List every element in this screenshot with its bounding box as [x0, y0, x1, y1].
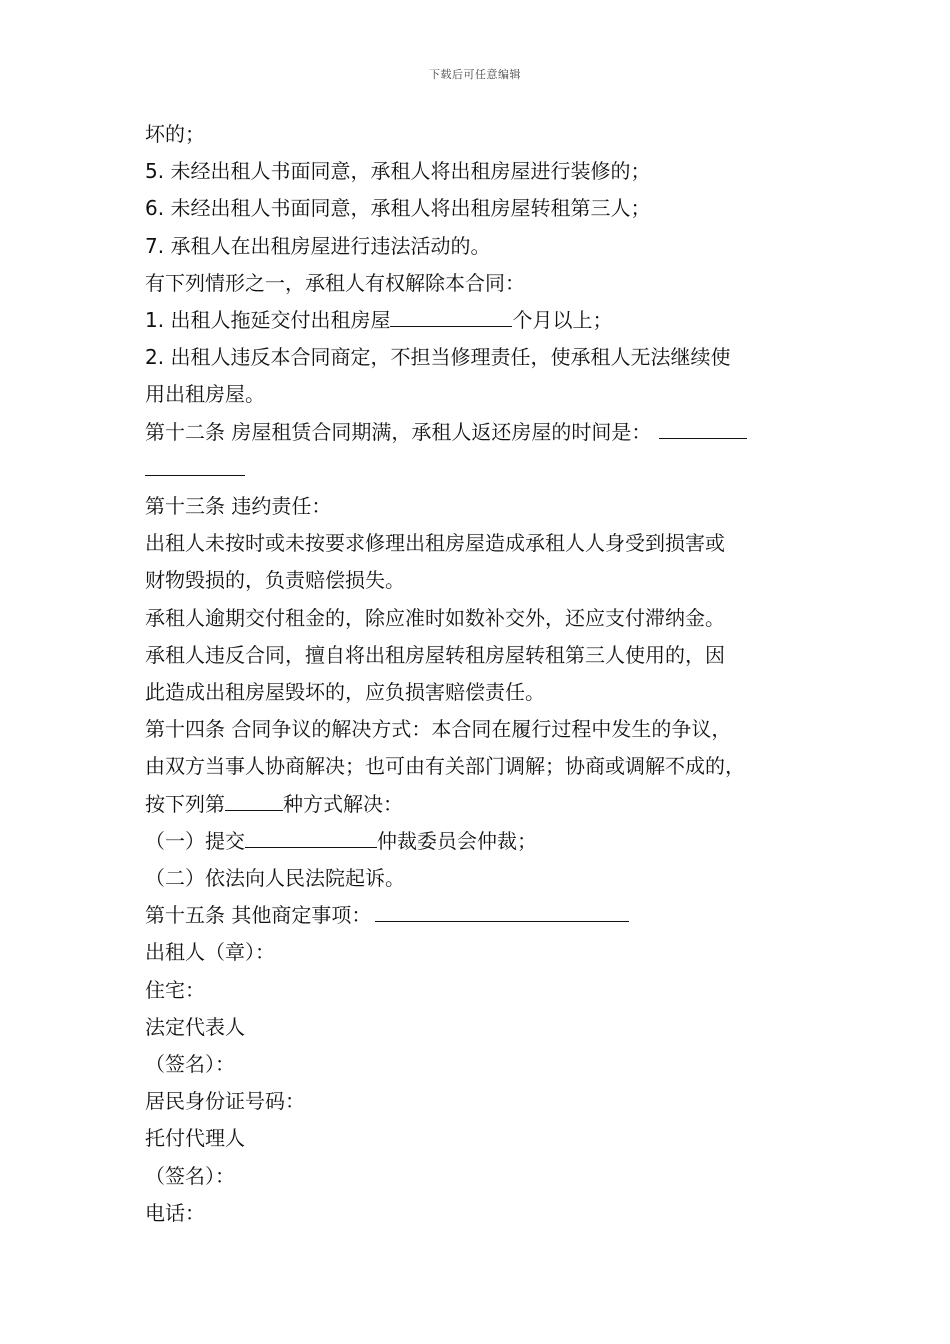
text-line: 5. 未经出租人书面同意，承租人将出租房屋进行装修的；	[145, 159, 651, 184]
text-line	[145, 823, 835, 860]
fill-blank	[245, 825, 377, 848]
text-line: 出租人未按时或未按要求修理出租房屋造成承租人人身受到损害或	[145, 531, 725, 556]
text-line: 出租人（章）：	[145, 940, 275, 965]
text-line: 住宅：	[145, 977, 205, 1002]
text-line: 2. 出租人违反本合同商定，不担当修理责任，使承租人无法继续使	[145, 345, 731, 370]
text-line	[145, 302, 835, 339]
text-line	[145, 414, 835, 451]
text-line: 电话：	[145, 1200, 205, 1225]
text-segment: 第十二条 房屋租赁合同期满，承租人返还房屋的时间是：	[145, 419, 652, 444]
text-line: （签名）：	[145, 1163, 235, 1188]
text-segment: 个月以上；	[512, 308, 613, 333]
fill-blank	[375, 899, 629, 922]
text-segment: 种方式解决：	[283, 791, 403, 816]
text-line: 法定代表人	[145, 1014, 245, 1039]
text-segment: 1. 出租人拖延交付出租房屋	[145, 308, 391, 333]
text-line: 第十四条 合同争议的解决方式：本合同在履行过程中发生的争议，	[145, 717, 732, 742]
text-line: 第十三条 违约责任：	[145, 494, 332, 519]
text-line: 托付代理人	[145, 1126, 245, 1151]
fill-blank	[145, 453, 245, 476]
page-header: 下载后可任意编辑	[429, 68, 521, 81]
text-line: 6. 未经出租人书面同意，承租人将出租房屋转租第三人；	[145, 196, 651, 221]
text-segment: 仲裁委员会仲裁；	[377, 828, 537, 853]
text-segment: 第十五条 其他商定事项：	[145, 903, 372, 928]
text-line: 用出租房屋。	[145, 382, 265, 407]
text-line: 此造成出租房屋毁坏的，应负损害赔偿责任。	[145, 680, 545, 705]
text-line	[145, 897, 835, 934]
text-line: 财物毁损的，负责赔偿损失。	[145, 568, 405, 593]
document-body	[145, 116, 835, 1232]
text-line: 坏的；	[145, 122, 205, 146]
fill-blank	[390, 304, 512, 327]
text-line: 居民身份证号码：	[145, 1089, 305, 1114]
text-line	[145, 451, 835, 488]
text-line: 7. 承租人在出租房屋进行违法活动的。	[145, 233, 491, 258]
text-segment: 按下列第	[145, 791, 225, 816]
fill-blank	[659, 416, 747, 439]
text-line: （二）依法向人民法院起诉。	[145, 866, 405, 891]
text-line: 承租人违反合同，擅自将出租房屋转租房屋转租第三人使用的，因	[145, 642, 725, 667]
text-line	[145, 786, 835, 823]
text-line: （签名）：	[145, 1052, 235, 1077]
text-segment: （一）提交	[145, 828, 245, 853]
text-line: 由双方当事人协商解决；也可由有关部门调解；协商或调解不成的，	[145, 754, 745, 779]
text-line: 有下列情形之一，承租人有权解除本合同：	[145, 270, 525, 295]
text-line: 承租人逾期交付租金的，除应准时如数补交外，还应支付滞纳金。	[145, 605, 725, 630]
fill-blank	[225, 788, 283, 811]
